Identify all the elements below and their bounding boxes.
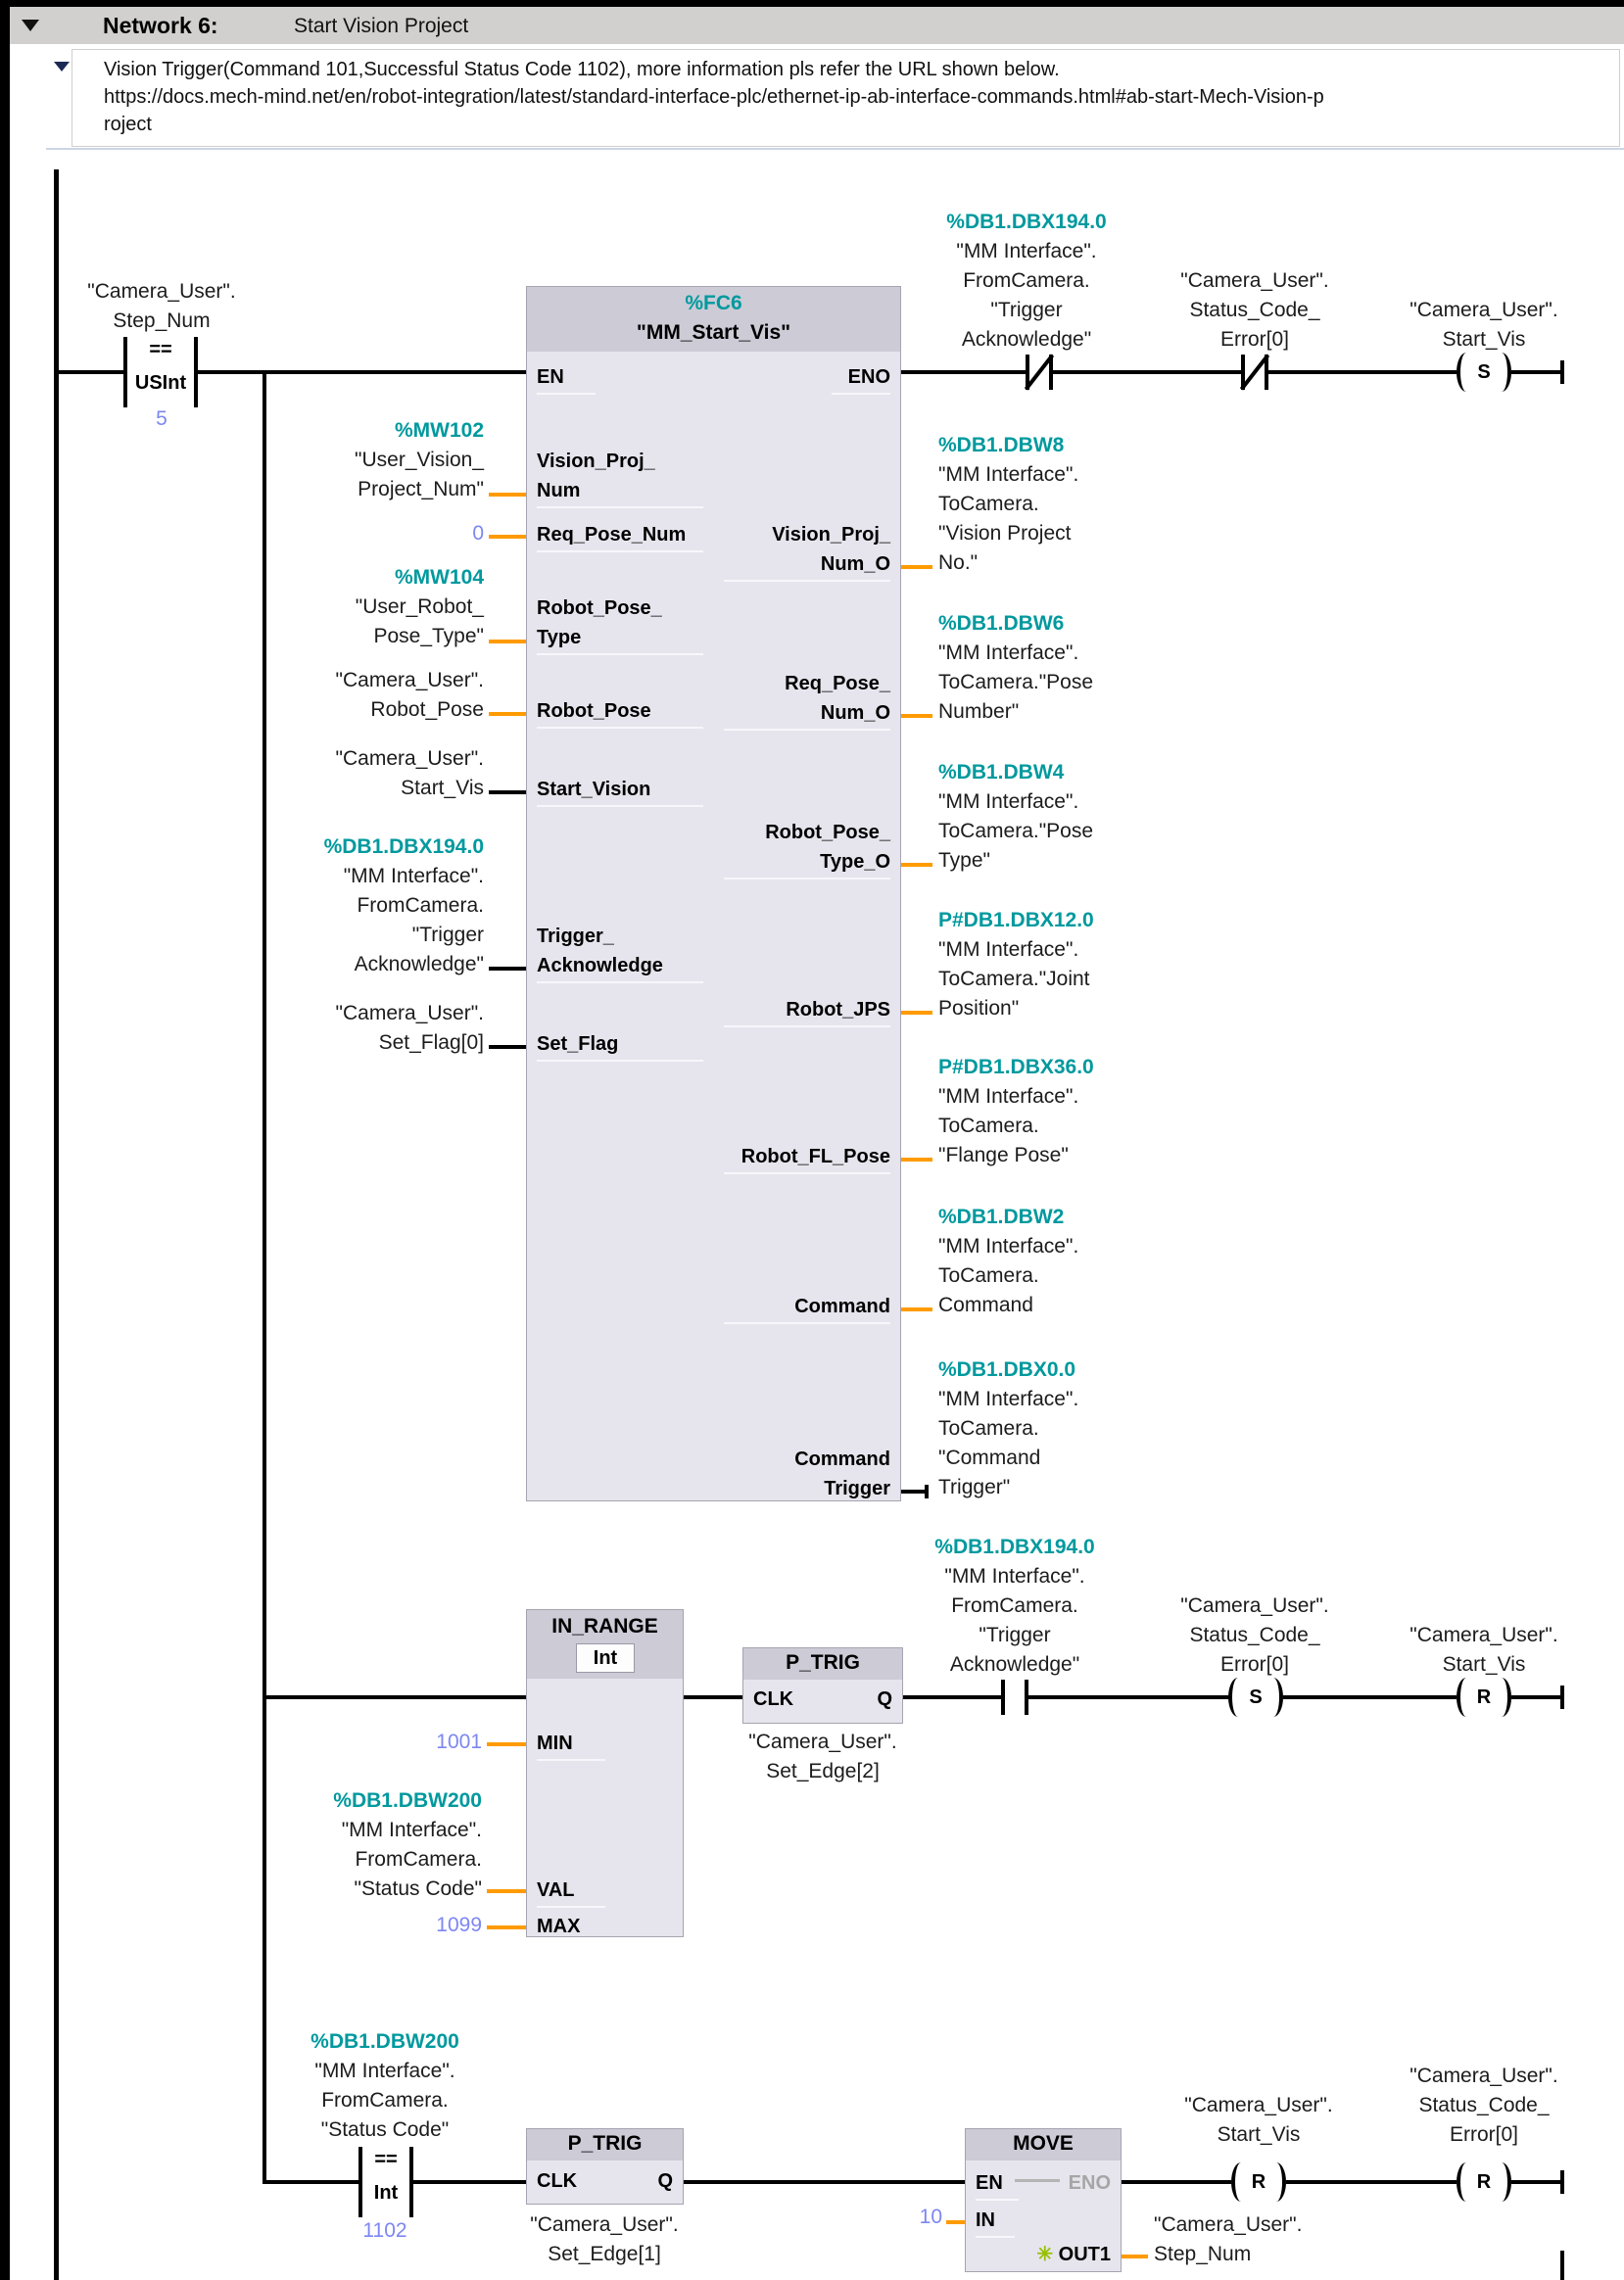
operand-label-pose-number[interactable]: %DB1.DBW6 "MM Interface". ToCamera."Pose Number" [938,612,1094,723]
fc6-input-pin-robot-pose-type[interactable]: Robot_Pose_ Type [537,594,703,655]
fc6-input-pin-start-vision[interactable]: Start_Vision [537,775,703,807]
ptrig-title: P_TRIG [567,2132,643,2155]
operand-label-status-code-error-r2[interactable]: "Camera_User". Status_Code_ Error[0] [1180,1594,1329,1676]
fc6-output-pin-command[interactable]: Command [724,1292,890,1324]
wire [1122,2180,1231,2184]
constant-req-pose-num[interactable]: 0 [472,522,484,545]
operand-label-start-vis-r1[interactable]: "Camera_User". Start_Vis [1409,299,1558,351]
ptrig-block-set-edge-2[interactable] [742,1647,903,1724]
ptrig-header [527,2129,683,2161]
wire [1122,2255,1148,2258]
reset-coil-start-vis[interactable] [1457,1678,1511,1717]
operand-label-pose-type[interactable]: %DB1.DBW4 "MM Interface". ToCamera."Pose Type" [938,761,1094,872]
operand-label-user-vision-project-num[interactable]: %MW102 "User_Vision_ Project_Num" [355,419,484,500]
fc6-output-pin-req-pose-num-o[interactable]: Req_Pose_ Num_O [724,669,890,731]
compare-value[interactable]: 1102 [362,2219,407,2242]
fc6-block-header [527,287,900,352]
operand-label-step-num[interactable]: "Camera_User". Step_Num [87,280,236,332]
wire [684,1695,742,1699]
operand-label-start-vis-r3[interactable]: "Camera_User". Start_Vis [1184,2094,1333,2146]
wire [489,493,526,497]
wire [264,1695,526,1699]
fc6-input-pin-trigger-acknowledge[interactable]: Trigger_ Acknowledge [537,922,703,983]
operand-label-start-vis[interactable]: "Camera_User". Start_Vis [335,747,484,799]
wire [1283,1695,1457,1699]
operand-label-vision-project-no[interactable]: %DB1.DBW8 "MM Interface". ToCamera. "Vision Project No." [938,434,1079,574]
wire [901,1307,932,1311]
operand-label-robot-pose[interactable]: "Camera_User". Robot_Pose [335,669,484,721]
comment-line: Vision Trigger(Command 101,Successful Status Code 1102), more information pls refer the URL shown below. [104,59,1060,80]
in-range-title: IN_RANGE [551,1615,658,1638]
wire [489,967,526,971]
wire [901,1011,932,1015]
wire [1286,2180,1457,2184]
pin-out1-label: OUT1 [1058,2244,1111,2265]
wire [1511,2180,1562,2184]
compare-datatype[interactable]: USInt [134,372,187,394]
in-range-header [527,1610,683,1679]
power-rail-left [54,169,59,2280]
compare-contact-step-num[interactable] [123,337,198,407]
no-contact-trigger-acknowledge[interactable] [1001,1680,1028,1715]
window-left-edge [0,0,10,2280]
fc6-input-pin-set-flag[interactable]: Set_Flag [537,1029,703,1062]
add-output-star-icon[interactable]: ✳ [1036,2244,1054,2265]
power-rail-right-stub [1560,2251,1564,2280]
pin-min[interactable]: MIN [537,1729,605,1761]
wire [1511,1695,1562,1699]
comment-expand-icon[interactable] [54,62,70,71]
coil-letter: S [1249,1686,1263,1708]
window-top-edge [0,0,1624,7]
operand-label-joint-position[interactable]: P#DB1.DBX12.0 "MM Interface". ToCamera."Joint Position" [938,909,1094,1020]
set-coil-start-vis[interactable] [1457,353,1511,392]
wire [487,1889,526,1893]
operand-label-flange-pose[interactable]: P#DB1.DBX36.0 "MM Interface". ToCamera. "Flange Pose" [938,1056,1094,1166]
fc6-output-pin-vision-proj-num-o[interactable]: Vision_Proj_ Num_O [724,520,890,582]
fc6-input-pin-vision-proj-num[interactable]: Vision_Proj_ Num [537,447,703,508]
coil-paren [1492,1678,1511,1717]
set-coil-status-code-error[interactable] [1228,1678,1283,1717]
operand-label-command[interactable]: %DB1.DBW2 "MM Interface". ToCamera. Command [938,1206,1079,1316]
constant-max-1099[interactable]: 1099 [436,1914,482,1936]
pin-max[interactable]: MAX [537,1916,581,1937]
wire [901,370,1027,374]
pin-out1[interactable] [1013,2240,1111,2269]
wire [264,2180,358,2184]
fc6-output-pin-robot-fl-pose[interactable]: Robot_FL_Pose [724,1142,890,1174]
wire [489,1045,526,1049]
compare-contact-status-code[interactable] [358,2147,413,2217]
operand-label-set-edge-2[interactable]: "Camera_User". Set_Edge[2] [748,1731,897,1782]
pin-q[interactable]: Q [657,2170,673,2192]
wire [487,1925,526,1929]
comment-line: roject [104,114,152,135]
wire [489,640,526,643]
wire [684,2180,965,2184]
coil-paren [1266,2162,1286,2202]
operand-label-status-code-val[interactable]: %DB1.DBW200 "MM Interface". FromCamera. "Status Code" [333,1789,482,1900]
contact-bar [1001,1680,1005,1715]
wire [489,535,526,539]
network-collapse-icon[interactable] [22,20,39,31]
pin-clk[interactable]: CLK [537,2170,578,2192]
wire [489,790,526,794]
operand-label-step-num-out[interactable]: "Camera_User". Step_Num [1154,2213,1303,2265]
in-range-datatype[interactable]: Int [576,1643,635,1673]
ptrig-block-set-edge-1[interactable] [526,2128,684,2205]
compare-operator: == [374,2149,398,2170]
coil-letter: S [1477,361,1491,383]
wire [901,714,932,718]
operand-label-command-trigger[interactable]: %DB1.DBX0.0 "MM Interface". ToCamera. "Command Trigger" [938,1358,1079,1498]
wire [413,2180,526,2184]
wire [59,370,123,374]
reset-coil-start-vis-r3[interactable] [1231,2162,1286,2202]
fc6-title: "MM_Start_Vis" [636,321,791,344]
pin-en[interactable]: EN [537,362,596,395]
operand-label-set-edge-1[interactable]: "Camera_User". Set_Edge[1] [530,2213,679,2265]
operand-label-user-robot-pose-type[interactable]: %MW104 "User_Robot_ Pose_Type" [355,566,484,647]
coil-letter: R [1476,2171,1492,2193]
fc6-address: %FC6 [685,292,742,314]
operand-label-trigger-acknowledge[interactable]: %DB1.DBX194.0 "MM Interface". FromCamera. "Trigger Acknowledge" [323,835,484,975]
pin-en[interactable]: EN [976,2168,1019,2201]
ptrig-header [743,1648,902,1680]
rail-tick [1560,360,1564,384]
ptrig-title: P_TRIG [786,1651,860,1674]
coil-paren [1492,353,1511,392]
fc6-input-pin-req-pose-num[interactable]: Req_Pose_Num [537,520,703,552]
operand-label-status-code-cmp[interactable]: %DB1.DBW200 "MM Interface". FromCamera. "Status Code" [310,2030,459,2141]
pin-val[interactable]: VAL [537,1876,605,1908]
operand-label-trigger-acknowledge-r1[interactable]: %DB1.DBX194.0 "MM Interface". FromCamera. "Trigger Acknowledge" [946,211,1107,351]
network-header-bar[interactable] [10,7,1624,44]
pin-in[interactable]: IN [976,2206,1015,2238]
reset-coil-status-code-error-r3[interactable] [1457,2162,1511,2202]
section-divider [46,148,1624,150]
operand-label-status-code-error-r3[interactable]: "Camera_User". Status_Code_ Error[0] [1409,2065,1558,2146]
constant-move-in[interactable]: 10 [919,2206,942,2228]
rail-tick [1560,1686,1564,1709]
operand-label-status-code-error-r1[interactable]: "Camera_User". Status_Code_ Error[0] [1180,269,1329,351]
wire [1028,1695,1230,1699]
wire [901,863,932,867]
move-block[interactable] [965,2128,1122,2272]
network-subtitle[interactable]: Start Vision Project [294,15,469,37]
fc6-output-pin-robot-pose-type-o[interactable]: Robot_Pose_ Type_O [724,818,890,879]
rail-tick [1560,2170,1564,2194]
nc-contact-trigger-acknowledge[interactable] [1026,355,1053,390]
coil-paren [1264,1678,1283,1717]
compare-datatype[interactable]: Int [373,2182,399,2204]
move-title: MOVE [1013,2132,1074,2155]
compare-operator: == [149,339,172,360]
coil-letter: R [1476,1686,1492,1708]
pin-clk[interactable]: CLK [753,1688,794,1710]
wire [1053,370,1243,374]
wire [1511,370,1562,374]
wire-end-tick [925,1485,929,1498]
fc6-mm-start-vis-block[interactable] [526,286,901,1501]
wire [487,1742,526,1746]
fc6-input-pin-robot-pose[interactable]: Robot_Pose [537,696,703,729]
coil-paren [1492,2162,1511,2202]
fc6-output-pin-robot-jps[interactable]: Robot_JPS [724,995,890,1027]
compare-value[interactable]: 5 [156,407,167,430]
nc-contact-status-code-error[interactable] [1241,355,1268,390]
wire [1268,370,1457,374]
wire [198,370,526,374]
network-title: Network 6: [103,13,218,38]
coil-letter: R [1251,2171,1266,2193]
fc6-output-pin-command-trigger[interactable]: Command Trigger [794,1449,890,1499]
operand-label-set-flag-0[interactable]: "Camera_User". Set_Flag[0] [335,1002,484,1054]
wire [489,712,526,716]
pin-q[interactable]: Q [877,1688,892,1710]
constant-min-1001[interactable]: 1001 [436,1731,482,1753]
pin-eno[interactable]: ENO [1068,2172,1111,2194]
operand-label-start-vis-r2[interactable]: "Camera_User". Start_Vis [1409,1624,1558,1676]
in-range-block[interactable] [526,1609,684,1937]
wire [901,565,932,569]
network-comment-box[interactable] [72,49,1620,147]
wire [946,2220,965,2224]
operand-label-trigger-acknowledge-r2[interactable]: %DB1.DBX194.0 "MM Interface". FromCamera. "Trigger Acknowledge" [934,1536,1095,1676]
eno-disconnected-dash [1015,2179,1060,2182]
wire [901,1158,932,1162]
wire [903,1695,1001,1699]
move-header [966,2129,1121,2161]
pin-eno[interactable]: ENO [832,362,890,395]
comment-line: https://docs.mech-mind.net/en/robot-integration/latest/standard-interface-plc/ethernet-ip-ab-interface-commands.html#ab-start-Mech-Vision-p [104,86,1324,108]
